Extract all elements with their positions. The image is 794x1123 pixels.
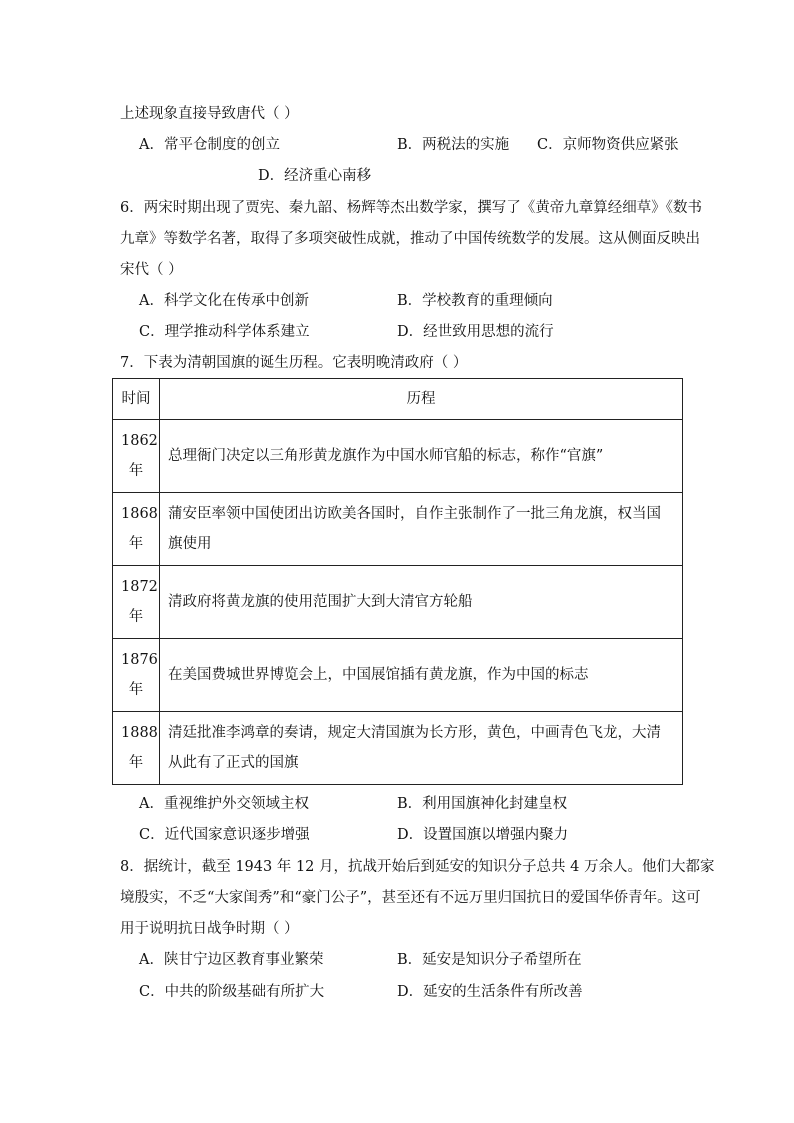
- q8-stem-line3: 用于说明抗日战争时期（ ）: [120, 921, 299, 937]
- row-year-cell: [113, 566, 160, 639]
- row-year-unit: 年: [128, 755, 144, 771]
- q6-stem-line2: 九章》等数学名著，取得了多项突破性成就，推动了中国传统数学的发展。这从侧面反映出: [120, 231, 700, 247]
- q7-option-b[interactable]: B．利用国旗神化封建皇权: [397, 796, 568, 812]
- q8-option-d[interactable]: D．延安的生活条件有所改善: [397, 984, 583, 1000]
- row-year-cell: [113, 712, 160, 785]
- row-year-unit: 年: [128, 463, 144, 479]
- q6-option-b[interactable]: B．学校教育的重理倾向: [397, 293, 553, 309]
- q8-stem-line1: 8．据统计，截至 1943 年 12 月，抗战开始后到延安的知识分子总共 4 万余人。他们大都家: [120, 859, 715, 875]
- row-year-unit: 年: [128, 536, 144, 552]
- q5-stem: 上述现象直接导致唐代（ ）: [120, 106, 299, 122]
- q6-stem-line3: 宋代（ ）: [120, 262, 183, 278]
- row-year-unit: 年: [128, 682, 144, 698]
- row-year: 1876: [121, 652, 158, 668]
- row-year-cell: [113, 493, 160, 566]
- q5-option-b[interactable]: B．两税法的实施: [397, 137, 510, 153]
- q6-stem-line1: 6．两宋时期出现了贾宪、秦九韶、杨辉等杰出数学家，撰写了《黄帝九章算经细草》《数书: [120, 200, 702, 216]
- row-text: 蒲安臣率领中国使团出访欧美各国时，自作主张制作了一批三角龙旗，权当国旗使用: [160, 493, 683, 566]
- q7-stem: 7．下表为清朝国旗的诞生历程。它表明晚清政府（ ）: [120, 355, 468, 371]
- q7-option-a[interactable]: A．重视维护外交领域主权: [139, 796, 309, 812]
- header-history: 历程: [160, 379, 683, 420]
- row-text: 总理衙门决定以三角形黄龙旗作为中国水师官船的标志，称作“官旗”: [160, 420, 683, 493]
- row-year: 1888: [121, 725, 158, 741]
- q5-option-c[interactable]: C．京师物资供应紧张: [537, 137, 679, 153]
- q7-option-c[interactable]: C．近代国家意识逐步增强: [139, 827, 310, 843]
- q6-option-c[interactable]: C．理学推动科学体系建立: [139, 324, 310, 340]
- q5-option-a[interactable]: A．常平仓制度的创立: [139, 137, 280, 153]
- table-row: [113, 493, 683, 566]
- q8-option-b[interactable]: B．延安是知识分子希望所在: [397, 952, 582, 968]
- q8-stem-line2: 境殷实，不乏“大家闺秀”和“豪门公子”，甚至还有不远万里归国抗日的爱国华侨青年。这可: [120, 890, 701, 906]
- row-year: 1872: [121, 579, 158, 595]
- flag-history-table: [112, 378, 683, 785]
- row-year-cell: [113, 420, 160, 493]
- q6-option-d[interactable]: D．经世致用思想的流行: [397, 324, 554, 340]
- row-text: 在美国费城世界博览会上，中国展馆插有黄龙旗，作为中国的标志: [160, 639, 683, 712]
- header-time: 时间: [113, 379, 160, 420]
- table-row: [113, 420, 683, 493]
- q6-option-a[interactable]: A．科学文化在传承中创新: [139, 293, 309, 309]
- row-year-unit: 年: [128, 609, 144, 625]
- table-row: [113, 639, 683, 712]
- table-row: [113, 712, 683, 785]
- q5-option-d[interactable]: D．经济重心南移: [258, 168, 372, 184]
- q7-option-d[interactable]: D．设置国旗以增强内聚力: [397, 827, 569, 843]
- row-text: 清廷批准李鸿章的奏请，规定大清国旗为长方形，黄色，中画青色飞龙，大清从此有了正式的国旗: [160, 712, 683, 785]
- row-year-cell: [113, 639, 160, 712]
- table-header-row: [113, 379, 683, 420]
- row-text: 清政府将黄龙旗的使用范围扩大到大清官方轮船: [160, 566, 683, 639]
- q8-option-c[interactable]: C．中共的阶级基础有所扩大: [139, 984, 325, 1000]
- row-year: 1862: [121, 433, 158, 449]
- q8-option-a[interactable]: A．陕甘宁边区教育事业繁荣: [139, 952, 324, 968]
- table-row: [113, 566, 683, 639]
- row-year: 1868: [121, 506, 158, 522]
